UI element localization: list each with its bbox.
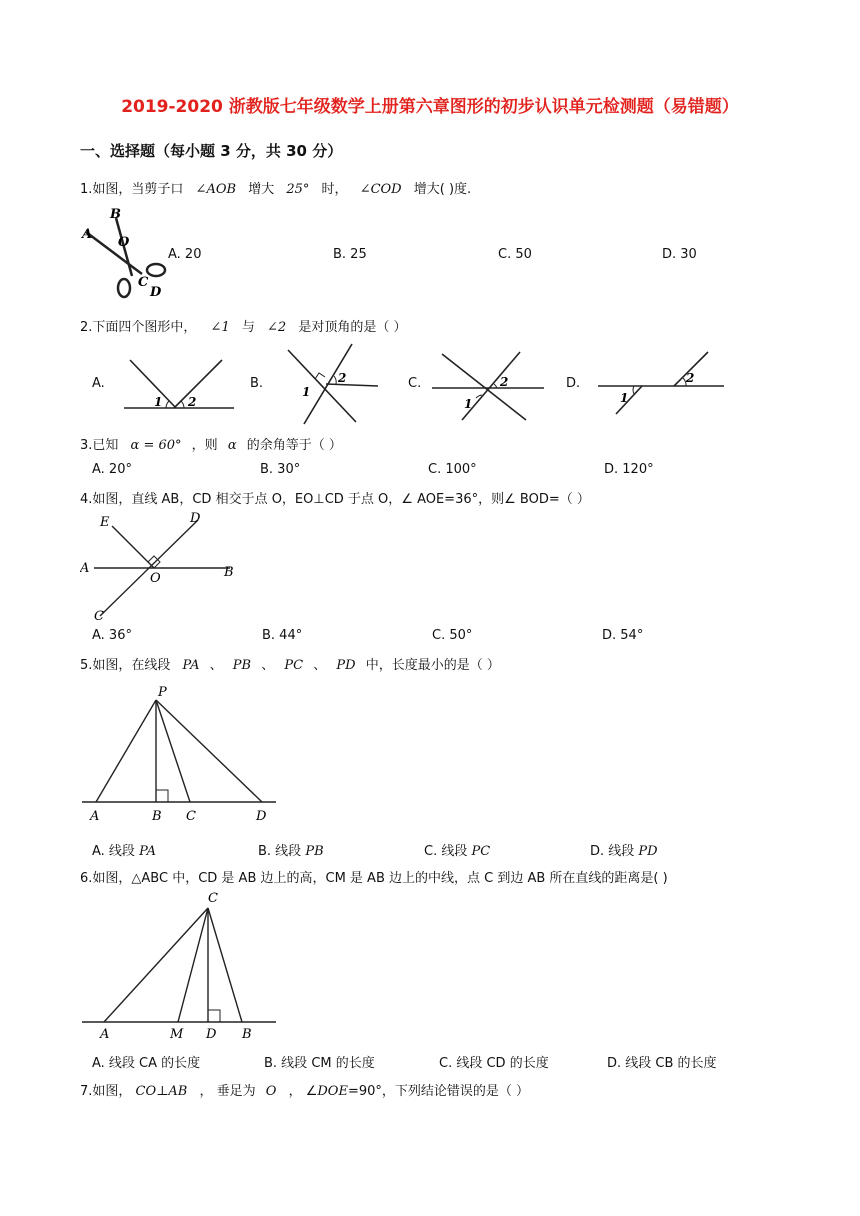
label-M: M <box>170 1027 184 1042</box>
q1-option-d[interactable]: D. 30 <box>662 247 697 262</box>
svg-text:1: 1 <box>620 391 629 405</box>
question-2-text: 2.下面四个图形中， ∠1 与 ∠2 是对顶角的是（ ） <box>80 320 407 335</box>
q4-option-b[interactable]: B. 44° <box>262 628 303 643</box>
q6-option-c[interactable]: C. 线段 CD 的长度 <box>439 1056 549 1071</box>
q5-option-a[interactable]: A. 线段 PA <box>92 844 157 859</box>
label-B: B <box>110 207 121 222</box>
label-C: C <box>94 609 104 624</box>
label-C: C <box>186 809 196 824</box>
q4-option-c[interactable]: C. 50° <box>432 628 473 643</box>
label-C: C <box>138 275 149 290</box>
svg-text:1: 1 <box>302 385 311 399</box>
q1-option-b[interactable]: B. 25 <box>333 247 367 262</box>
q5-option-b[interactable]: B. 线段 PB <box>258 844 324 859</box>
label-P: P <box>158 685 167 700</box>
q1-option-c[interactable]: C. 50 <box>498 247 532 262</box>
question-4-text: 4.如图，直线 AB，CD 相交于点 O，EO⊥CD 于点 O，∠ AOE=36°，则∠ BOD=（ ） <box>80 492 590 507</box>
svg-text:2: 2 <box>500 375 509 389</box>
svg-text:1: 1 <box>464 397 473 411</box>
q2-figure-d <box>596 348 726 420</box>
label-D: D <box>150 285 162 300</box>
svg-text:2: 2 <box>338 371 347 385</box>
label-B: B <box>224 565 234 580</box>
svg-text:2: 2 <box>686 371 695 385</box>
question-1-text: 1.如图，当剪子口 ∠AOB 增大 25° 时， ∠COD 增大( )度. <box>80 182 472 197</box>
q2-figure-c <box>430 348 546 422</box>
q3-option-c[interactable]: C. 100° <box>428 462 477 477</box>
label-A: A <box>82 227 93 242</box>
label-A: A <box>100 1027 110 1042</box>
label-B: B <box>242 1027 252 1042</box>
q3-option-b[interactable]: B. 30° <box>260 462 301 477</box>
label-D: D <box>256 809 267 824</box>
question-3-text: 3.已知 α = 60° ，则 α 的余角等于（ ） <box>80 438 342 453</box>
q5-option-c[interactable]: C. 线段 PC <box>424 844 491 859</box>
label-O: O <box>118 235 130 250</box>
q4-figure <box>80 508 250 624</box>
label-A: A <box>80 561 90 576</box>
question-5-text: 5.如图，在线段 PA 、 PB 、 PC 、 PD 中，长度最小的是（ ） <box>80 658 500 673</box>
label-A: A <box>90 809 100 824</box>
question-7-text: 7.如图， CO⊥AB ， 垂足为 O ， ∠DOE=90°，下列结论错误的是（ ） <box>80 1084 530 1099</box>
label-B: B <box>152 809 162 824</box>
q3-option-a[interactable]: A. 20° <box>92 462 132 477</box>
scissors-figure <box>80 204 170 304</box>
q6-figure <box>80 886 280 1042</box>
q2-option-d[interactable]: D. <box>566 376 581 391</box>
q3-option-d[interactable]: D. 120° <box>604 462 654 477</box>
label-O: O <box>150 571 161 586</box>
q2-figure-b <box>282 342 382 426</box>
svg-text:1: 1 <box>154 395 163 409</box>
label-C: C <box>208 891 218 906</box>
q2-option-c[interactable]: C. <box>408 376 422 391</box>
q1-option-a[interactable]: A. 20 <box>168 247 202 262</box>
q2-option-a[interactable]: A. <box>92 376 105 391</box>
svg-text:2: 2 <box>188 395 197 409</box>
question-6-text: 6.如图，△ABC 中，CD 是 AB 边上的高，CM 是 AB 边上的中线，点 C 到边 AB 所在直线的距离是( ) <box>80 871 668 886</box>
section-heading: 一、选择题（每小题 3 分，共 30 分） <box>80 142 343 160</box>
q4-option-a[interactable]: A. 36° <box>92 628 132 643</box>
q2-figure-a <box>118 350 238 420</box>
label-D: D <box>206 1027 217 1042</box>
page-title: 2019-2020 浙教版七年级数学上册第六章图形的初步认识单元检测题（易错题） <box>121 97 739 117</box>
q6-option-b[interactable]: B. 线段 CM 的长度 <box>264 1056 375 1071</box>
q2-option-b[interactable]: B. <box>250 376 264 391</box>
q4-option-d[interactable]: D. 54° <box>602 628 644 643</box>
label-D: D <box>190 511 201 526</box>
label-E: E <box>100 515 110 530</box>
q6-option-d[interactable]: D. 线段 CB 的长度 <box>607 1056 717 1071</box>
q6-option-a[interactable]: A. 线段 CA 的长度 <box>92 1056 201 1071</box>
q5-figure <box>80 682 280 824</box>
q5-option-d[interactable]: D. 线段 PD <box>590 844 658 859</box>
